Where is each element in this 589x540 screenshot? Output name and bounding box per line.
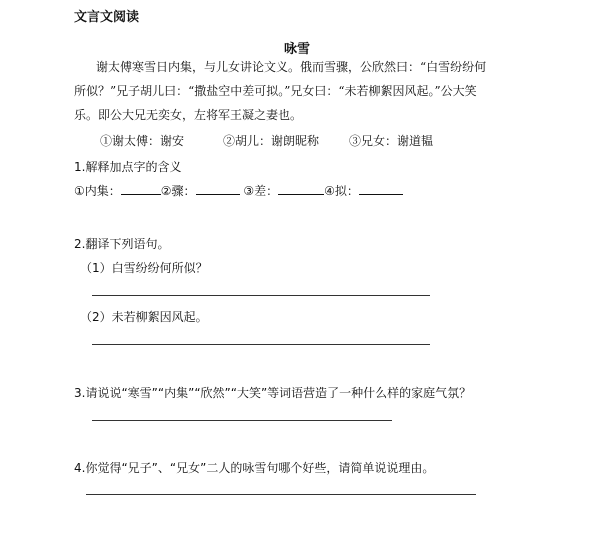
note-2: ②胡儿：谢朗昵称 [223, 134, 320, 148]
question-2-item-1: （1）白雪纷纷何所似？ [80, 261, 208, 275]
passage-line-1: 谢太傅寒雪日内集，与儿女讲论文义。俄而雪骤，公欣然曰：“白雪纷纷何 [96, 60, 487, 74]
question-3-stem: 3.请说说“寒雪”“内集”“欣然”“大笑”等词语营造了一种什么样的家庭气氛？ [74, 386, 472, 400]
annotations [100, 132, 433, 149]
answer-blank-4[interactable] [359, 183, 403, 195]
passage-line-3: 乐。即公大兄无奕女，左将军王凝之妻也。 [74, 108, 303, 122]
answer-line-2-1[interactable] [92, 295, 430, 296]
question-1-stem: 1.解释加点字的含义 [74, 160, 182, 174]
note-1: ①谢太傅：谢安 [100, 134, 185, 148]
answer-blank-1[interactable] [121, 183, 161, 195]
passage-line-2: 所似？”兄子胡儿曰：“撒盐空中差可拟。”兄女曰：“未若柳絮因风起。”公大笑 [74, 84, 477, 98]
question-4-stem: 4.你觉得“兄子”、“兄女”二人的咏雪句哪个好些，请简单说说理由。 [74, 461, 435, 475]
question-2-stem: 2.翻译下列语句。 [74, 237, 170, 251]
answer-blank-2[interactable] [196, 183, 240, 195]
poem-title: 咏雪 [284, 42, 311, 57]
blank-label-3: ③差： [243, 184, 279, 198]
answer-line-4[interactable] [86, 494, 476, 495]
answer-blank-3[interactable] [278, 183, 324, 195]
answer-line-2-2[interactable] [92, 344, 430, 345]
blank-label-1: ①内集： [74, 184, 121, 198]
blank-label-2: ②骤： [160, 184, 196, 198]
question-2-item-2: （2）未若柳絮因风起。 [80, 310, 208, 324]
section-header: 文言文阅读 [74, 10, 140, 25]
note-3: ③兄女：谢道韫 [349, 134, 434, 148]
answer-line-3[interactable] [92, 420, 392, 421]
question-1-blanks [74, 182, 403, 199]
blank-label-4: ④拟： [324, 184, 359, 198]
